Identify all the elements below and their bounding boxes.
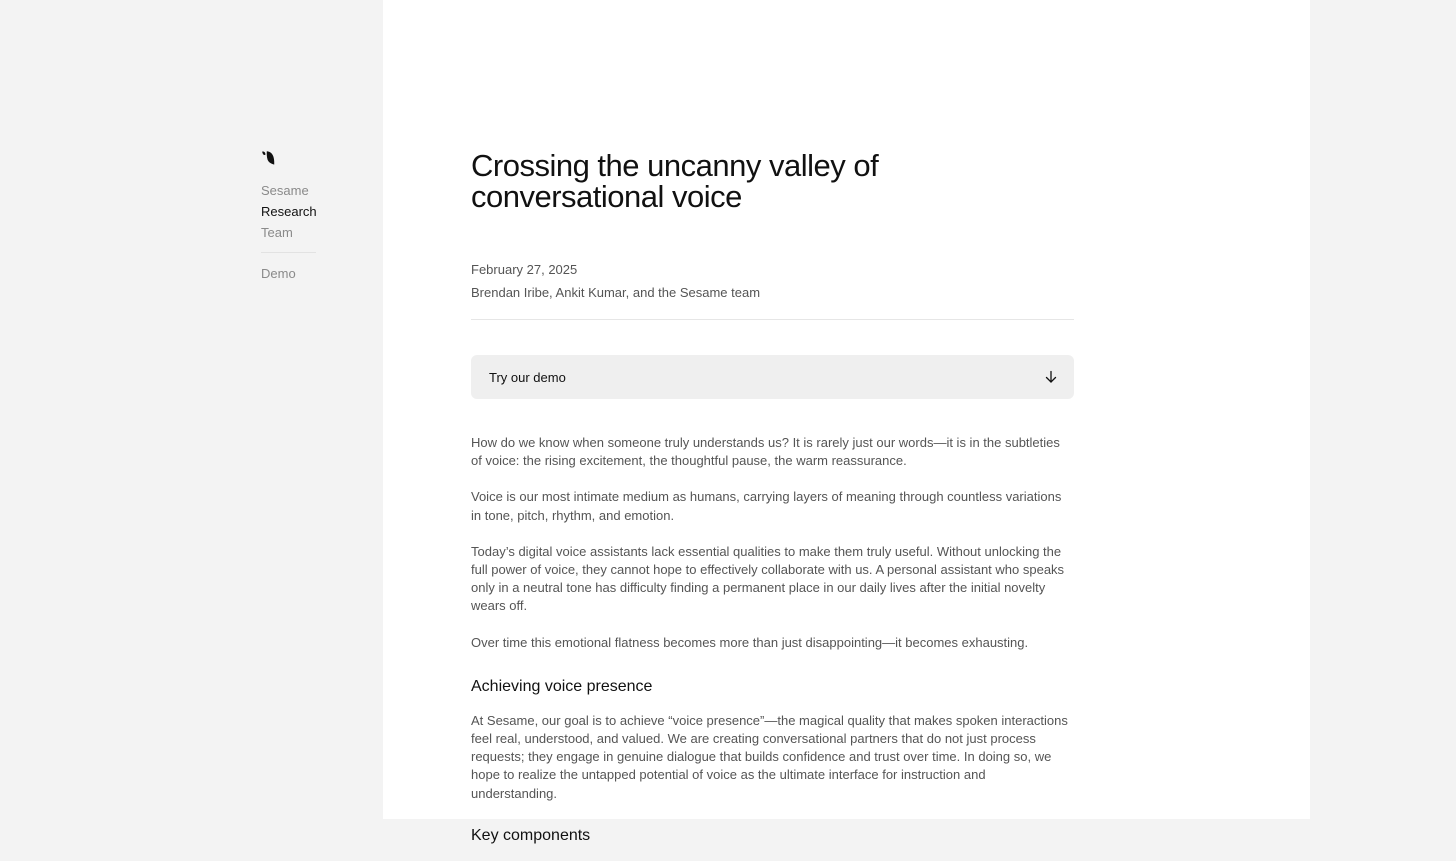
sidebar-item-sesame[interactable]: Sesame [261, 183, 309, 198]
sidebar-divider [261, 252, 316, 253]
article-meta [471, 258, 1074, 304]
intro-paragraph: How do we know when someone truly understands us? It is rarely just our words—it is in the subtleties of voice: the rising excitement, the thoughtful pause, the warm reassurance. [471, 435, 1060, 469]
article [471, 150, 1074, 861]
section-paragraph: At Sesame, our goal is to achieve “voice presence”—the magical quality that makes spoken interactions feel real, understood, and valued. We are creating conversational partners that do not just process requests; they engage in genuine dialogue that builds confidence and trust over time. In doing so, we hope to realize the untapped potential of voice as the ultimate interface for instruction and understanding. [471, 712, 1068, 801]
sidebar-item-team[interactable]: Team [261, 225, 293, 240]
sidebar-nav [261, 150, 317, 284]
intro-paragraph: Over time this emotional flatness becomes more than just disappointing—it becomes exhausting. [471, 634, 1029, 650]
sidebar-item-demo[interactable]: Demo [261, 266, 296, 281]
authors: Brendan Iribe, Ankit Kumar, and the Sesame team [471, 285, 761, 300]
try-demo-label: Try our demo [489, 369, 566, 385]
section-heading-key-components: Key components [471, 826, 591, 844]
page-title: Crossing the uncanny valley of conversational voice [471, 148, 879, 214]
arrow-down-icon [1044, 370, 1058, 384]
try-demo-button[interactable] [471, 355, 1074, 399]
intro-paragraph: Today’s digital voice assistants lack essential qualities to make them truly useful. Without unlocking the full power of voice, they cannot hope to effectively collaborate with us. A personal assistant who speaks only in a neutral tone has difficulty finding a permanent place in our daily lives after the initial novelty wears off. [471, 543, 1065, 614]
publish-date: February 27, 2025 [471, 262, 578, 277]
article-body [471, 434, 1074, 847]
intro-paragraph: Voice is our most intimate medium as humans, carrying layers of meaning through countless variations in tone, pitch, rhythm, and emotion. [471, 489, 1062, 523]
sidebar-item-research[interactable]: Research [261, 204, 317, 219]
sesame-logo-icon[interactable] [261, 150, 277, 168]
meta-divider [471, 319, 1074, 320]
section-heading-voice-presence: Achieving voice presence [471, 677, 653, 695]
